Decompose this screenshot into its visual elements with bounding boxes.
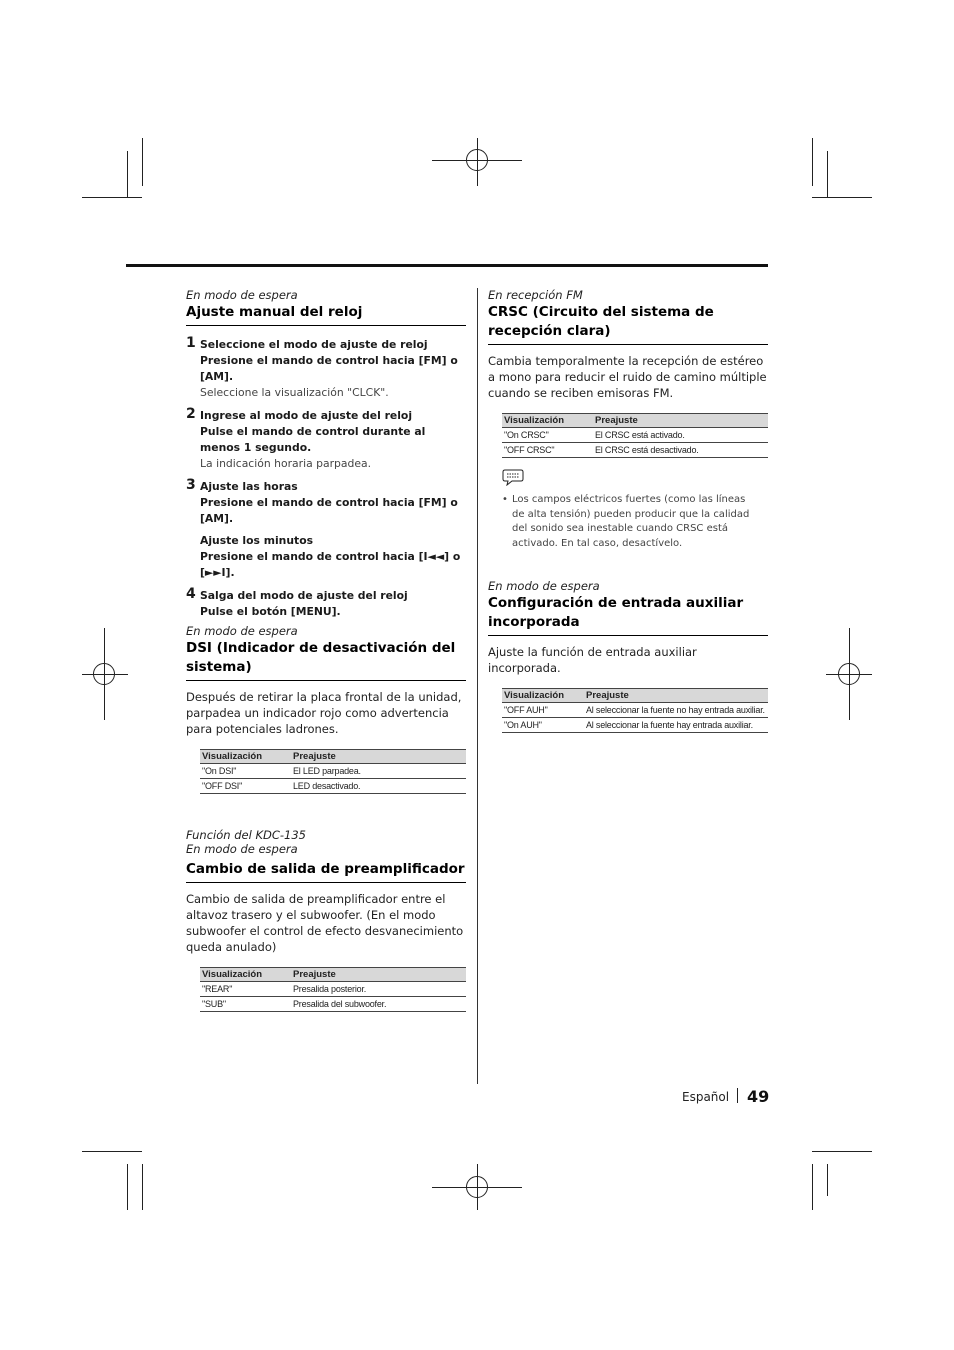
table-cell: Al seleccionar la fuente hay entrada auxiliar.	[584, 718, 768, 733]
step-title: Ingrese al modo de ajuste del reloj	[200, 409, 413, 422]
section-title: DSI (Indicador de desactivación del sistema)	[186, 639, 466, 681]
note-text: • Los campos eléctricos fuertes (como las líneas de alta tensión) pueden producir que la calidad del sonido sea inestable cuando CRSC está activado. En tal caso, desactívelo.	[502, 493, 754, 551]
table-cell: "On DSI"	[200, 764, 291, 779]
section-title: Cambio de salida de preamplificador	[186, 860, 466, 883]
section-body: Cambia temporalmente la recepción de estéreo a mono para reducir el ruido de camino múltiple cuando se reciben emisoras FM.	[488, 354, 767, 400]
table-cell: LED desactivado.	[291, 779, 466, 794]
section-body: Ajuste la función de entrada auxiliar incorporada.	[488, 645, 697, 675]
column-header: Preajuste	[291, 968, 466, 982]
step-note: Seleccione la visualización "CLCK".	[200, 386, 389, 399]
column-header: Visualización	[502, 689, 584, 703]
section-body: Después de retirar la placa frontal de la unidad, parpadea un indicador rojo como advertencia para potenciales ladrones.	[186, 690, 462, 736]
step-number: 1	[186, 335, 196, 351]
section-preamp-output	[186, 828, 466, 1012]
step-note: La indicación horaria parpadea.	[200, 457, 372, 470]
table-cell: El LED parpadea.	[291, 764, 466, 779]
section-clock-adjust	[186, 288, 466, 620]
table-cell: El CRSC está activado.	[593, 428, 768, 443]
page-number: 49	[747, 1087, 770, 1106]
step-number: 3	[186, 477, 196, 493]
note-speech-bubble-icon	[502, 468, 524, 486]
step-action: Pulse el botón [MENU].	[200, 605, 341, 618]
table-cell: Al seleccionar la fuente no hay entrada auxiliar.	[584, 703, 768, 718]
column-header: Preajuste	[584, 689, 768, 703]
table-cell: "OFF AUH"	[502, 703, 584, 718]
section-title: Ajuste manual del reloj	[186, 303, 466, 326]
table-cell: Presalida del subwoofer.	[291, 997, 466, 1012]
section-title: CRSC (Circuito del sistema de recepción clara)	[488, 303, 768, 345]
table-cell: "On CRSC"	[502, 428, 593, 443]
table-row	[502, 443, 768, 458]
step-action: Pulse el mando de control durante al menos 1 segundo.	[200, 425, 426, 454]
settings-table	[502, 413, 768, 458]
column-header: Visualización	[200, 750, 291, 764]
footer-language: Español	[682, 1090, 730, 1104]
table-cell: "OFF DSI"	[200, 779, 291, 794]
step-2	[186, 408, 466, 472]
context-label: En modo de espera	[186, 842, 298, 856]
table-row	[502, 718, 768, 733]
substep-action: Presione el mando de control hacia [I◄◄] o [►►I].	[200, 550, 461, 579]
table-cell: "On AUH"	[502, 718, 584, 733]
step-title: Salga del modo de ajuste del reloj	[200, 589, 408, 602]
context-label: Función del KDC-135	[186, 828, 306, 842]
step-number: 2	[186, 406, 196, 422]
context-label: En modo de espera	[488, 579, 600, 593]
column-header: Visualización	[502, 414, 593, 428]
step-1	[186, 337, 466, 401]
footer-separator	[737, 1088, 738, 1103]
step-4	[186, 588, 466, 620]
column-header: Visualización	[200, 968, 291, 982]
column-header: Preajuste	[291, 750, 466, 764]
table-cell: "OFF CRSC"	[502, 443, 593, 458]
context-label: En recepción FM	[488, 288, 583, 302]
section-body: Cambio de salida de preamplificador entre el altavoz trasero y el subwoofer. (En el modo subwoofer el control de efecto desvanecimiento queda anulado)	[186, 892, 464, 954]
substep-title: Ajuste los minutos	[200, 534, 314, 547]
settings-table	[502, 688, 768, 733]
section-aux-input	[488, 579, 768, 733]
table-row	[200, 997, 466, 1012]
table-cell: El CRSC está desactivado.	[593, 443, 768, 458]
table-row	[502, 703, 768, 718]
section-title: Configuración de entrada auxiliar incorporada	[488, 594, 768, 636]
section-dsi	[186, 624, 466, 794]
note-block	[502, 468, 768, 551]
top-rule	[126, 264, 768, 267]
table-row	[200, 779, 466, 794]
settings-table	[200, 967, 466, 1012]
table-cell: Presalida posterior.	[291, 982, 466, 997]
step-number: 4	[186, 586, 196, 602]
table-row	[200, 764, 466, 779]
column-divider	[477, 288, 478, 1084]
step-3	[186, 479, 466, 581]
table-cell: "SUB"	[200, 997, 291, 1012]
table-row	[200, 982, 466, 997]
step-action: Presione el mando de control hacia [FM] o [AM].	[200, 354, 458, 383]
section-crsc	[488, 288, 768, 551]
column-header: Preajuste	[593, 414, 768, 428]
settings-table	[200, 749, 466, 794]
table-row	[502, 428, 768, 443]
context-label: En modo de espera	[186, 624, 298, 638]
step-action: Presione el mando de control hacia [FM] o [AM].	[200, 496, 458, 525]
step-title: Seleccione el modo de ajuste de reloj	[200, 338, 428, 351]
step-title: Ajuste las horas	[200, 480, 298, 493]
context-label: En modo de espera	[186, 288, 298, 302]
table-cell: "REAR"	[200, 982, 291, 997]
